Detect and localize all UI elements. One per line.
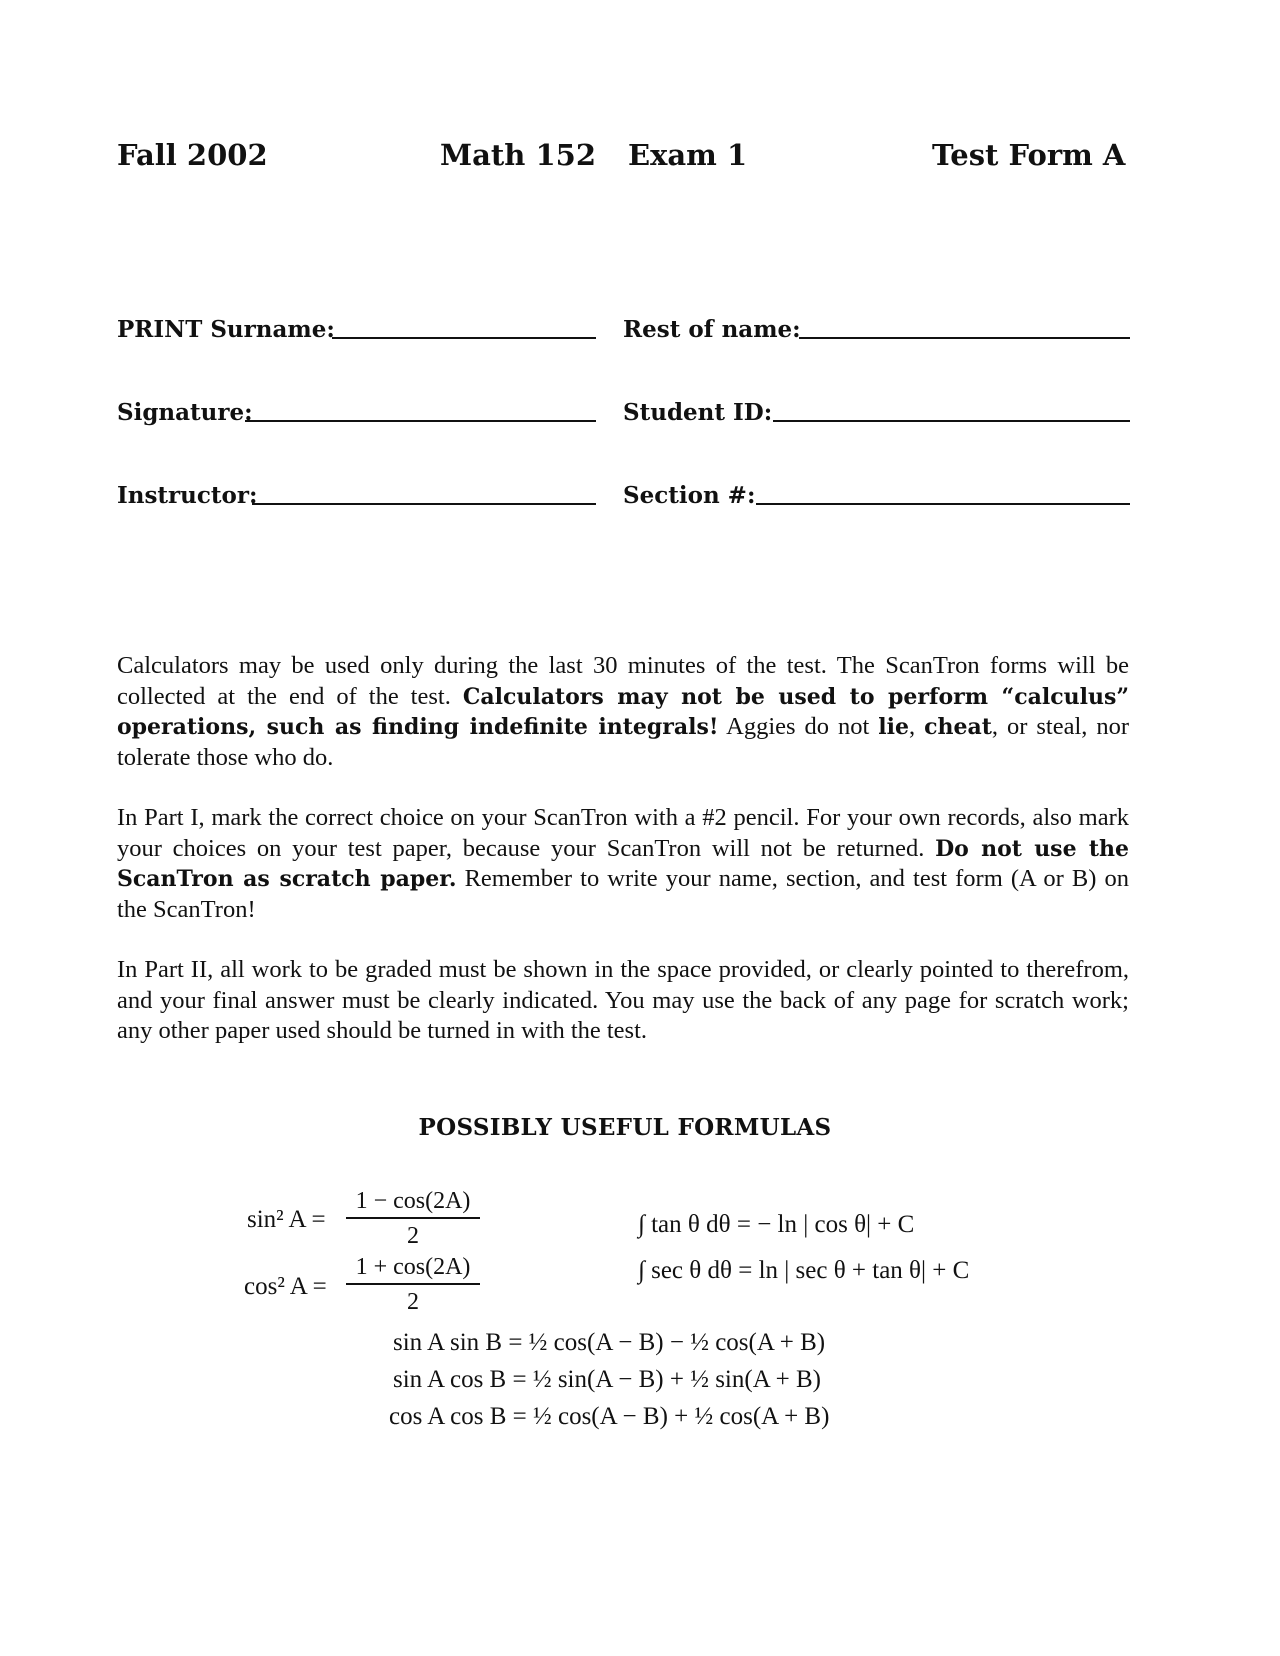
course-label: Math 152: [440, 138, 597, 172]
term-label: Fall 2002: [117, 138, 268, 172]
cos-squared-lhs: cos² A =: [244, 1273, 327, 1300]
surname-label: PRINT Surname:: [117, 316, 335, 343]
integral-sec-formula: ∫ sec θ dθ = ln | sec θ + tan θ| + C: [638, 1257, 970, 1284]
section-label: Section #:: [623, 482, 756, 509]
student-id-field[interactable]: [773, 420, 1130, 422]
surname-field[interactable]: [332, 337, 596, 339]
cos-squared-numerator: 1 + cos(2A): [346, 1254, 480, 1285]
integral-tan-formula: ∫ tan θ dθ = − ln | cos θ| + C: [638, 1211, 915, 1238]
section-field[interactable]: [756, 503, 1130, 505]
student-id-label: Student ID:: [623, 399, 773, 426]
instructions-paragraph-3: In Part II, all work to be graded must be shown in the space provided, or clearly pointed to therefrom, and your final answer must be clearly indicated. You may use the back of any page for scratch work; any other paper used should be turned in with the test.: [117, 956, 1129, 1044]
cos-squared-denominator: 2: [407, 1289, 419, 1315]
sin-squared-denominator: 2: [407, 1223, 419, 1249]
rest-of-name-field[interactable]: [799, 337, 1130, 339]
instructor-label: Instructor:: [117, 482, 258, 509]
instructor-field[interactable]: [252, 503, 596, 505]
exam-label: Exam 1: [628, 138, 748, 172]
rest-of-name-label: Rest of name:: [623, 316, 801, 343]
signature-label: Signature:: [117, 399, 253, 426]
signature-field[interactable]: [245, 420, 596, 422]
test-form-label: Test Form A: [932, 138, 1126, 172]
sin-sin-product-formula: sin A sin B = ½ cos(A − B) − ½ cos(A + B): [393, 1329, 826, 1356]
sin-squared-fraction: [346, 1188, 480, 1250]
cos-cos-product-formula: cos A cos B = ½ cos(A − B) + ½ cos(A + B): [389, 1403, 830, 1430]
sin-cos-product-formula: sin A cos B = ½ sin(A − B) + ½ sin(A + B): [393, 1366, 821, 1393]
instructions-paragraph-1: Calculators may be used only during the last 30 minutes of the test. The ScanTron forms will be collected at the end of the test. Calculators may not be used to perform “calculus” operations, such as finding indefinite integrals! Aggies do not lie, cheat, or steal, nor tolerate those who do.: [117, 652, 1129, 771]
instructions-paragraph-2: In Part I, mark the correct choice on your ScanTron with a #2 pencil. For your own records, also mark your choices on your test paper, because your ScanTron will not be returned. Do not use the ScanTron as scratch paper. Remember to write your name, section, and test form (A or B) on the ScanTron!: [117, 804, 1129, 923]
cos-squared-fraction: [346, 1254, 480, 1316]
sin-squared-lhs: sin² A =: [247, 1206, 326, 1233]
formulas-heading: POSSIBLY USEFUL FORMULAS: [418, 1114, 832, 1141]
sin-squared-numerator: 1 − cos(2A): [346, 1188, 480, 1219]
